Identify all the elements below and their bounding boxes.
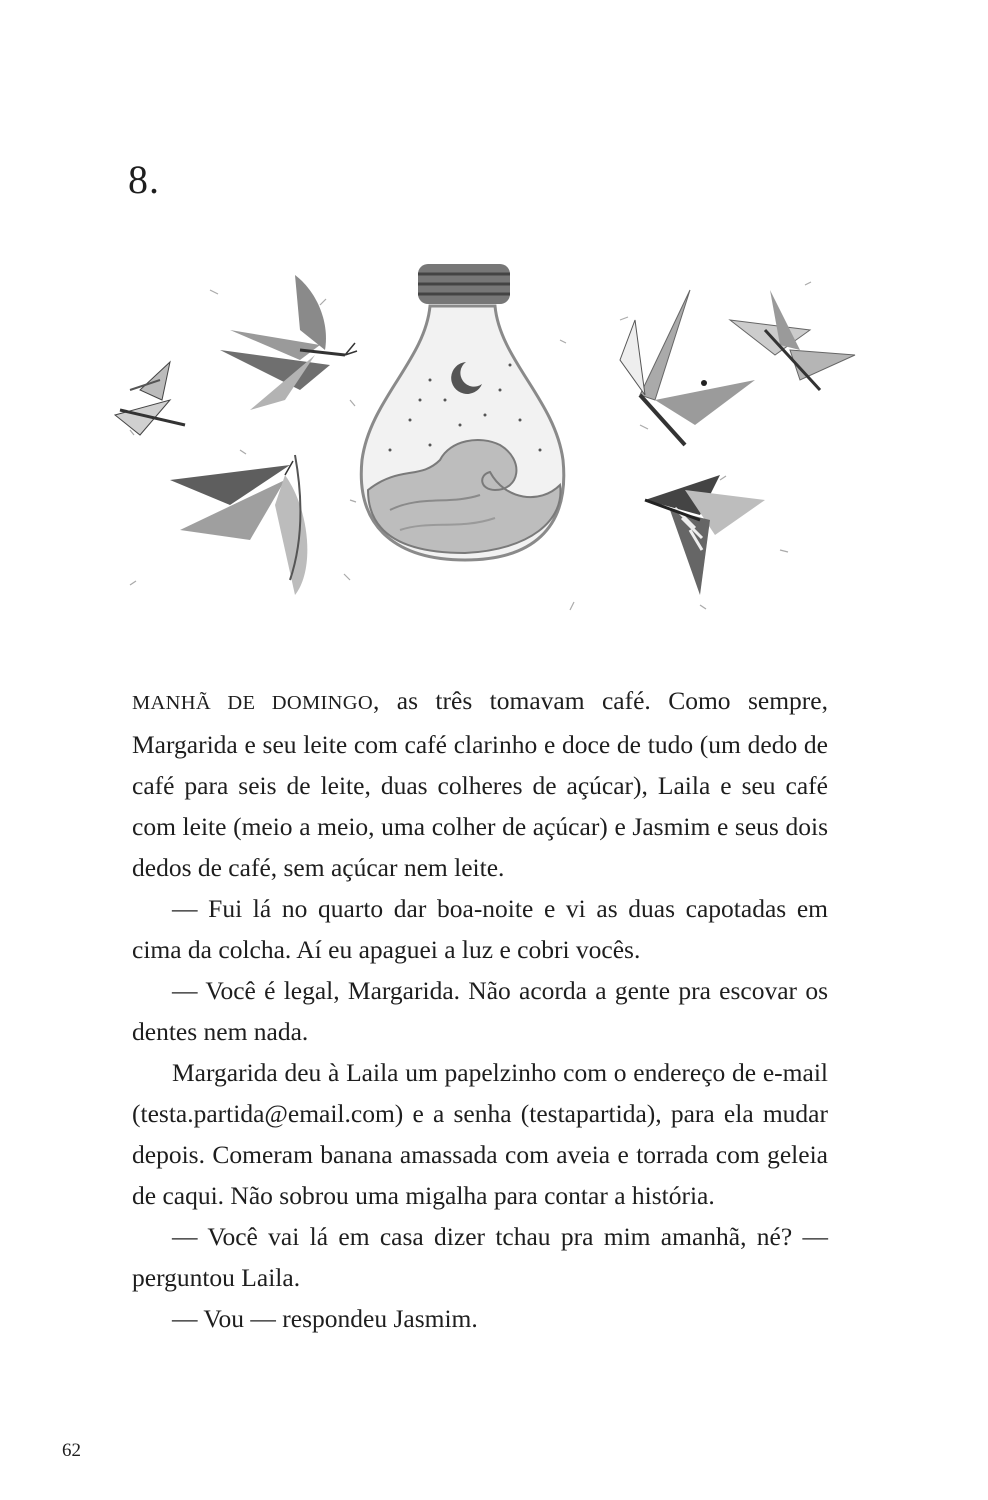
paragraph (132, 680, 828, 888)
chapter-illustration (100, 250, 890, 620)
chapter-number: 8. (128, 157, 160, 202)
paragraph: Margarida deu à Laila um papelzinho com o endereço de e-mail (testa.partida@email.com) e a senha (testapartida), para ela mudar depois. Comeram banana amassada com aveia e torrada com geleia de caqui. Não sobrou uma migalha para contar a história. (132, 1058, 828, 1210)
moth-icon (170, 455, 307, 595)
paragraph: — Fui lá no quarto dar boa-noite e vi as duas capotadas em cima da colcha. Aí eu apaguei a luz e cobri vocês. (132, 894, 828, 964)
moth-icon (220, 275, 357, 410)
paragraph: — Você é legal, Margarida. Não acorda a gente pra escovar os dentes nem nada. (132, 976, 828, 1046)
page-number: 62 (62, 1440, 81, 1461)
paragraph-lead: MANHÃ DE DOMINGO (132, 692, 373, 714)
lightbulb-jar-icon (361, 264, 564, 560)
moth-icon (115, 362, 185, 435)
paragraph: — Você vai lá em casa dizer tchau pra mim amanhã, né? — perguntou Laila. (132, 1222, 828, 1292)
moth-icon (645, 475, 765, 595)
paragraph-text: , as três tomavam café. Como sempre, Margarida e seu leite com café clarinho e doce de tudo (um dedo de café para seis de leite, duas colheres de açúcar), Laila e seu café com leite (meio a meio, uma colher de açúcar) e Jasmim e seus dois dedos de café, sem açúcar nem leite. (132, 686, 828, 882)
chapter-text (132, 680, 828, 1339)
paragraph: — Vou — respondeu Jasmim. (172, 1304, 478, 1333)
moth-icon (620, 290, 755, 445)
moth-icon (730, 290, 855, 390)
